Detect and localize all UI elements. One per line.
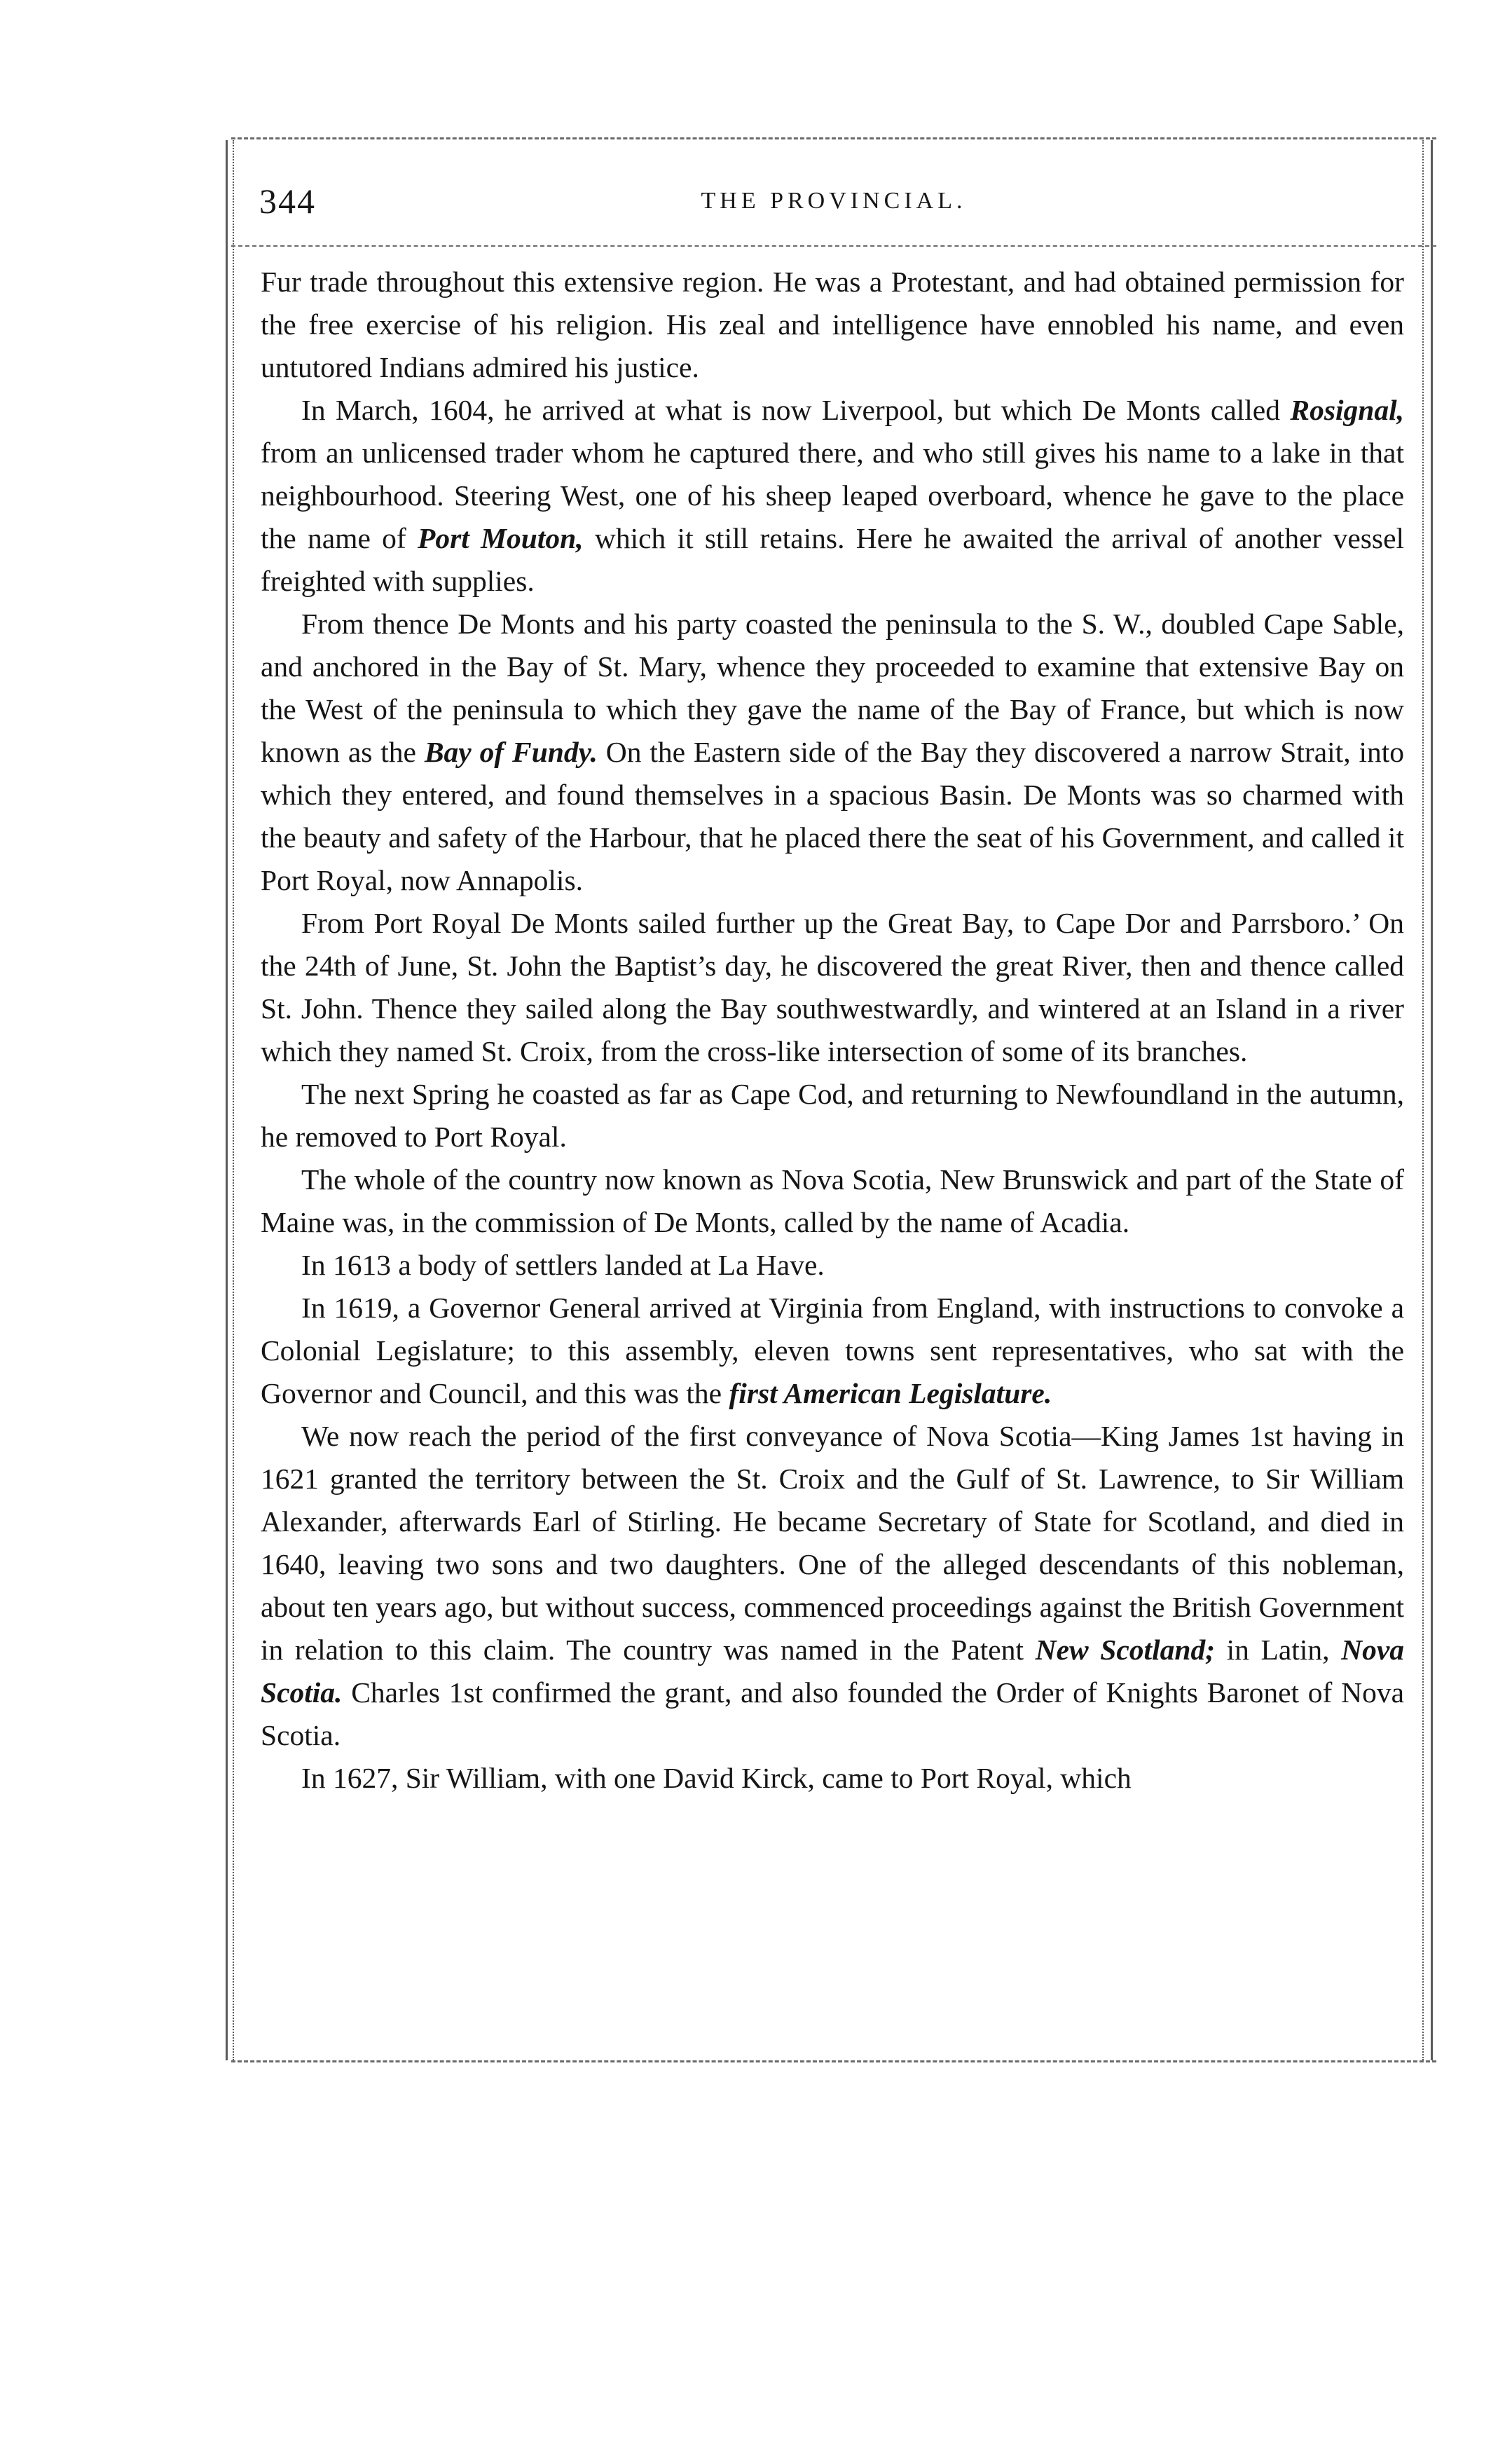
- paragraph: [261, 1073, 1404, 1158]
- text-run: In 1613 a body of settlers landed at La Have.: [301, 1249, 825, 1281]
- text-run: On the Eastern side of the Bay they discovered a narrow Strait, into which they entered, and found themselves in a spacious Basin. De Monts was so charmed with the beauty and safety of the Harbour, that he placed there the seat of his Government, and called it Port Royal, now Annapolis.: [261, 736, 1405, 896]
- text-run: We now reach the period of the first conveyance of Nova Scotia—King James 1st having in 1621 granted the territory between the St. Croix and the Gulf of St. Lawrence, to Sir William Alexander, afterwards Earl of Stirling. He became Secretary of State for Scotland, and died in 1640, leaving two sons and two daughters. One of the alleged descendants of this nobleman, about ten years ago, but without success, commenced proceedings against the British Government in relation to this claim. The country was named in the Patent: [261, 1420, 1404, 1666]
- italic-text: New Scotland;: [1035, 1634, 1216, 1666]
- left-border-line: [226, 140, 228, 2060]
- bottom-border-rule: [231, 2060, 1436, 2062]
- paragraph: [261, 389, 1404, 603]
- header-rule: [231, 245, 1436, 247]
- running-title: THE PROVINCIAL.: [701, 188, 967, 214]
- left-inner-border-line: [233, 140, 234, 2060]
- italic-text: Port Mouton,: [418, 522, 584, 554]
- text-run: From Port Royal De Monts sailed further up the Great Bay, to Cape Dor and Parrsboro.’ On the 24th of June, St. John the Baptist’s day, he discovered the great River, then and thence called St. John. Thence they sailed along the Bay southwestwardly, and wintered at an Island in a river which they named St. Croix, from the cross-like intersection of some of its branches.: [261, 907, 1404, 1067]
- italic-text: Rosignal,: [1290, 394, 1404, 426]
- text-run: Charles 1st confirmed the grant, and also founded the Order of Knights Baronet of Nova Scotia.: [261, 1676, 1404, 1751]
- text-run: Fur trade throughout this extensive region. He was a Protestant, and had obtained permission for the free exercise of his religion. His zeal and intelligence have ennobled his name, and even untutored Indians admired his justice.: [261, 266, 1404, 383]
- text-run: The next Spring he coasted as far as Cape Cod, and returning to Newfoundland in the autumn, he removed to Port Royal.: [261, 1078, 1404, 1153]
- body-text: [261, 261, 1404, 1800]
- paragraph: [261, 261, 1404, 389]
- text-run: in Latin,: [1215, 1634, 1342, 1666]
- paragraph: [261, 1158, 1404, 1244]
- text-run: In 1619, a Governor General arrived at Virginia from England, with instructions to convoke a Colonial Legislature; to this assembly, eleven towns sent representatives, who sat with the Governor and Council, and this was the: [261, 1292, 1404, 1409]
- text-run: The whole of the country now known as Nova Scotia, New Brunswick and part of the State of Maine was, in the commission of De Monts, called by the name of Acadia.: [261, 1163, 1404, 1238]
- text-run: from an unlicensed trader whom he captured there, and who still gives his name to a lake in that neighbourhood. Steering West, one of his sheep leaped overboard, whence he gave to the place the name of: [261, 437, 1404, 554]
- paragraph: [261, 1287, 1404, 1415]
- italic-text: Bay of Fundy.: [424, 736, 598, 768]
- paragraph: [261, 1757, 1404, 1800]
- paragraph: [261, 1415, 1404, 1757]
- right-border-line: [1431, 140, 1433, 2060]
- right-inner-border-line: [1422, 140, 1424, 2060]
- text-run: In March, 1604, he arrived at what is now Liverpool, but which De Monts called: [301, 394, 1291, 426]
- text-run: From thence De Monts and his party coasted the peninsula to the S. W., doubled Cape Sable, and anchored in the Bay of St. Mary, whence they proceeded to examine that extensive Bay on the West of the peninsula to which they gave the name of the Bay of France, but which is now known as the: [261, 608, 1404, 768]
- paragraph: [261, 902, 1404, 1073]
- paragraph: [261, 1244, 1404, 1287]
- italic-text: first American Legislature.: [729, 1377, 1052, 1409]
- page-number: 344: [259, 182, 316, 221]
- paragraph: [261, 603, 1404, 902]
- text-run: which it still retains. Here he awaited the arrival of another vessel freighted with supplies.: [261, 522, 1405, 597]
- italic-text: Nova Scotia.: [261, 1634, 1405, 1709]
- text-run: In 1627, Sir William, with one David Kirck, came to Port Royal, which: [301, 1762, 1132, 1794]
- top-border-rule: [231, 137, 1436, 139]
- page-header: [259, 181, 1408, 230]
